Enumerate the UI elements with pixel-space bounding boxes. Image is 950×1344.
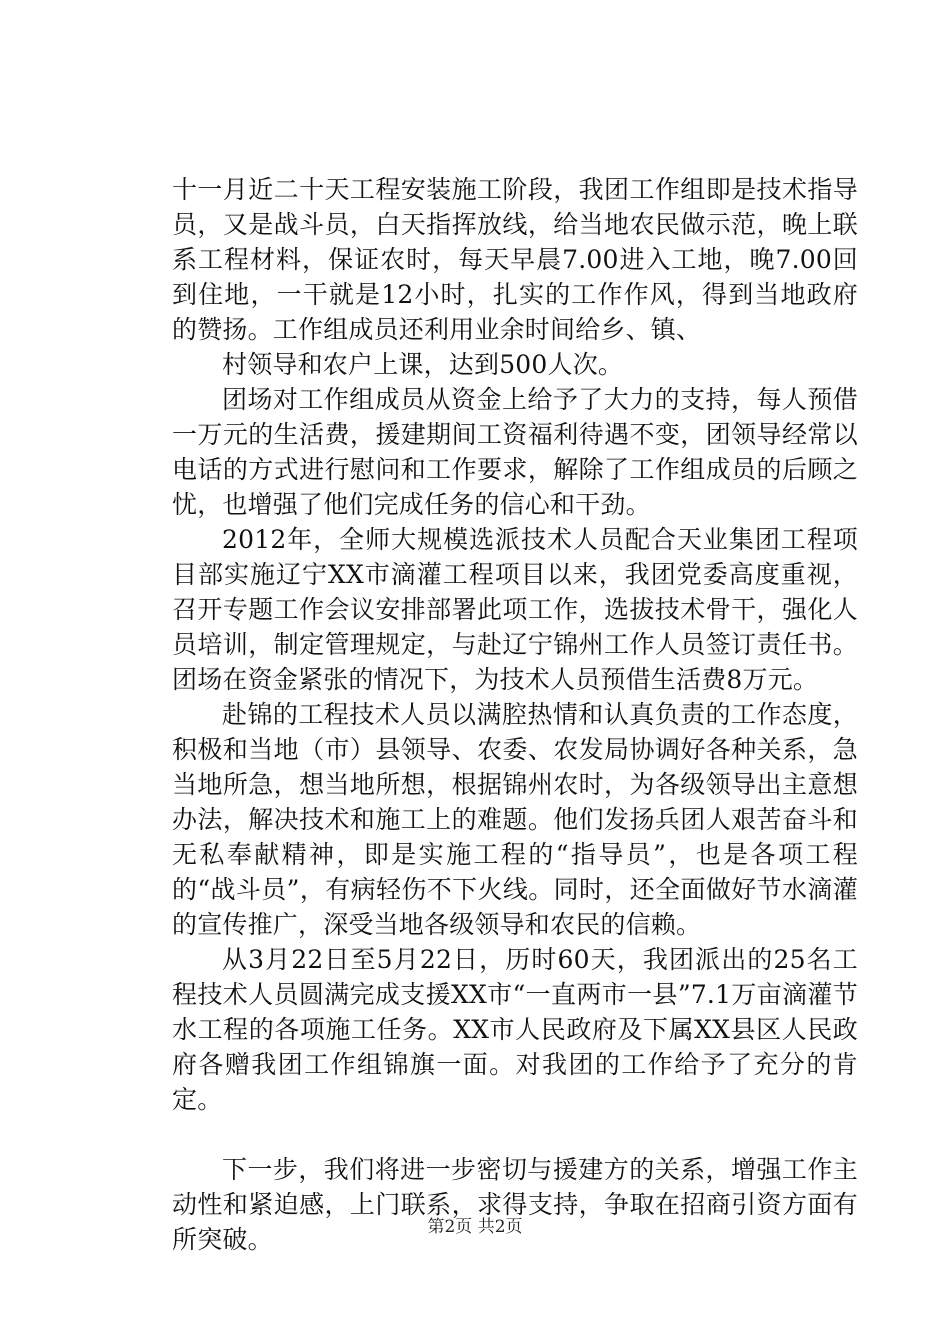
paragraph-1: 十一月近二十天工程安装施工阶段，我团工作组即是技术指导员，又是战斗员，白天指挥放线，给当地农民做示范，晚上联系工程材料，保证农时，每天早晨7.00进入工地，晚7.00回到住地，一干就是12小时，扎实的工作作风，得到当地政府的赞扬。工作组成员还利用业余时间给乡、镇、 — [172, 175, 858, 344]
page-footer: 第2页 共2页 — [427, 1217, 523, 1237]
paragraph-4: 2012年，全师大规模选派技术人员配合天业集团工程项目部实施辽宁XX市滴灌工程项目以来，我团党委高度重视，召开专题工作会议安排部署此项工作，选拔技术骨干，强化人员培训，制定管理规定，与赴辽宁锦州工作人员签订责任书。团场在资金紧张的情况下，为技术人员预借生活费8万元。 — [172, 525, 858, 694]
document-body — [172, 172, 858, 1257]
paragraph-3: 团场对工作组成员从资金上给予了大力的支持，每人预借一万元的生活费，援建期间工资福利待遇不变，团领导经常以电话的方式进行慰问和工作要求，解除了工作组成员的后顾之忧，也增强了他们完成任务的信心和干劲。 — [172, 385, 858, 519]
paragraph-5: 赴锦的工程技术人员以满腔热情和认真负责的工作态度，积极和当地（市）县领导、农委、农发局协调好各种关系，急当地所急，想当地所想，根据锦州农时，为各级领导出主意想办法，解决技术和施工上的难题。他们发扬兵团人艰苦奋斗和无私奉献精神，即是实施工程的“指导员”，也是各项工程的“战斗员”，有病轻伤不下火线。同时，还全面做好节水滴灌的宣传推广，深受当地各级领导和农民的信赖。 — [172, 700, 858, 939]
paragraph-6: 从3月22日至5月22日，历时60天，我团派出的25名工程技术人员圆满完成支援XX市“一直两市一县”7.1万亩滴灌节水工程的各项施工任务。XX市人民政府及下属XX县区人民政府各赠我团工作组锦旗一面。对我团的工作给予了充分的肯定。 — [172, 945, 858, 1114]
paragraph-7: 下一步，我们将进一步密切与援建方的关系，增强工作主动性和紧迫感，上门联系，求得支持，争取在招商引资方面有所突破。 — [172, 1155, 858, 1254]
paragraph-2: 村领导和农户上课，达到500人次。 — [222, 350, 624, 379]
